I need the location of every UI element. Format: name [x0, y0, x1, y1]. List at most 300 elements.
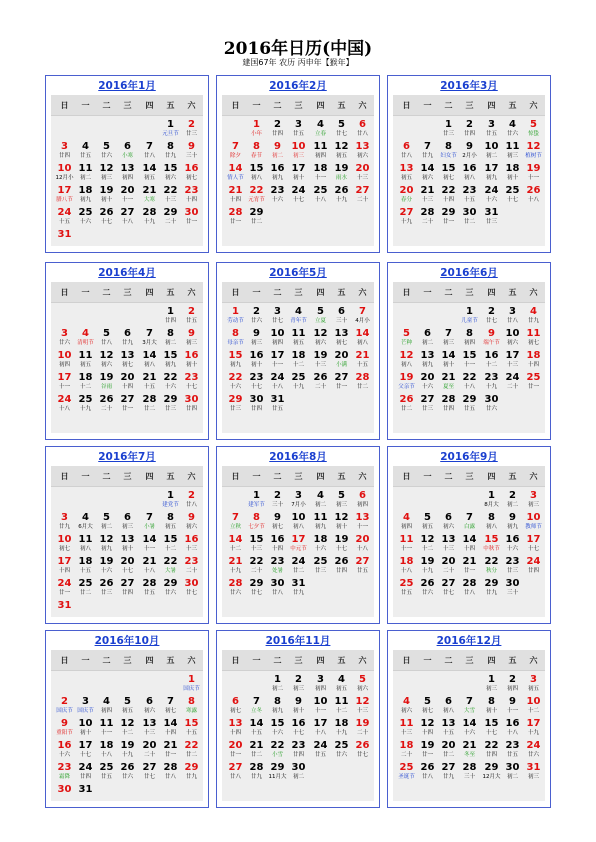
day-cell[interactable] [181, 141, 202, 163]
day-cell[interactable] [502, 556, 523, 578]
day-cell[interactable] [75, 762, 96, 784]
day-cell[interactable] [331, 372, 352, 394]
day-cell[interactable] [267, 534, 288, 556]
day-cell[interactable] [288, 163, 309, 185]
day-cell[interactable] [75, 696, 96, 718]
day-cell[interactable] [352, 740, 373, 762]
day-cell[interactable] [160, 512, 181, 534]
day-cell[interactable] [139, 512, 160, 534]
day-cell[interactable] [117, 762, 138, 784]
day-cell[interactable] [459, 534, 480, 556]
day-cell[interactable] [181, 328, 202, 350]
day-cell[interactable] [267, 740, 288, 762]
day-cell[interactable] [310, 306, 331, 328]
day-cell[interactable] [54, 556, 75, 578]
day-cell[interactable] [288, 556, 309, 578]
day-cell[interactable] [160, 185, 181, 207]
day-cell[interactable] [288, 328, 309, 350]
day-cell[interactable] [75, 185, 96, 207]
day-cell[interactable] [502, 696, 523, 718]
month-title-link[interactable]: 2016年6月 [440, 267, 498, 279]
day-cell[interactable] [352, 141, 373, 163]
day-cell[interactable] [352, 328, 373, 350]
day-cell[interactable] [459, 578, 480, 600]
day-cell[interactable] [267, 394, 288, 416]
day-cell[interactable] [331, 556, 352, 578]
day-cell[interactable] [181, 740, 202, 762]
day-cell[interactable] [481, 674, 502, 696]
day-cell[interactable] [310, 534, 331, 556]
day-cell[interactable] [117, 350, 138, 372]
day-cell[interactable] [523, 696, 544, 718]
day-cell[interactable] [225, 372, 246, 394]
day-cell[interactable] [267, 762, 288, 784]
day-cell[interactable] [246, 350, 267, 372]
day-cell[interactable] [481, 207, 502, 229]
day-cell[interactable] [225, 534, 246, 556]
day-cell[interactable] [352, 696, 373, 718]
day-cell[interactable] [523, 762, 544, 784]
day-cell[interactable] [502, 718, 523, 740]
day-cell[interactable] [523, 163, 544, 185]
day-cell[interactable] [96, 163, 117, 185]
day-cell[interactable] [160, 556, 181, 578]
day-cell[interactable] [352, 490, 373, 512]
day-cell[interactable] [310, 556, 331, 578]
day-cell[interactable] [54, 784, 75, 806]
day-cell[interactable] [438, 556, 459, 578]
day-cell[interactable] [267, 185, 288, 207]
day-cell[interactable] [502, 306, 523, 328]
day-cell[interactable] [54, 372, 75, 394]
day-cell[interactable] [481, 372, 502, 394]
day-cell[interactable] [225, 556, 246, 578]
day-cell[interactable] [54, 762, 75, 784]
day-cell[interactable] [459, 556, 480, 578]
day-cell[interactable] [267, 490, 288, 512]
day-cell[interactable] [246, 534, 267, 556]
day-cell[interactable] [481, 185, 502, 207]
day-cell[interactable] [523, 185, 544, 207]
day-cell[interactable] [502, 350, 523, 372]
day-cell[interactable] [181, 119, 202, 141]
day-cell[interactable] [75, 718, 96, 740]
day-cell[interactable] [54, 740, 75, 762]
day-cell[interactable] [310, 372, 331, 394]
day-cell[interactable] [288, 185, 309, 207]
day-cell[interactable] [75, 328, 96, 350]
day-cell[interactable] [396, 185, 417, 207]
day-cell[interactable] [117, 718, 138, 740]
day-cell[interactable] [523, 306, 544, 328]
day-cell[interactable] [139, 372, 160, 394]
day-cell[interactable] [502, 141, 523, 163]
day-cell[interactable] [117, 185, 138, 207]
day-cell[interactable] [246, 740, 267, 762]
day-cell[interactable] [160, 207, 181, 229]
day-cell[interactable] [331, 306, 352, 328]
day-cell[interactable] [160, 141, 181, 163]
day-cell[interactable] [481, 350, 502, 372]
day-cell[interactable] [54, 696, 75, 718]
day-cell[interactable] [459, 119, 480, 141]
day-cell[interactable] [139, 718, 160, 740]
day-cell[interactable] [288, 119, 309, 141]
day-cell[interactable] [117, 696, 138, 718]
day-cell[interactable] [54, 350, 75, 372]
day-cell[interactable] [310, 163, 331, 185]
day-cell[interactable] [225, 328, 246, 350]
day-cell[interactable] [417, 141, 438, 163]
day-cell[interactable] [117, 556, 138, 578]
day-cell[interactable] [181, 718, 202, 740]
day-cell[interactable] [96, 696, 117, 718]
day-cell[interactable] [160, 534, 181, 556]
day-cell[interactable] [310, 718, 331, 740]
day-cell[interactable] [352, 534, 373, 556]
day-cell[interactable] [331, 534, 352, 556]
day-cell[interactable] [225, 141, 246, 163]
day-cell[interactable] [417, 328, 438, 350]
day-cell[interactable] [352, 372, 373, 394]
day-cell[interactable] [396, 718, 417, 740]
day-cell[interactable] [267, 696, 288, 718]
day-cell[interactable] [160, 328, 181, 350]
day-cell[interactable] [396, 328, 417, 350]
day-cell[interactable] [181, 490, 202, 512]
day-cell[interactable] [96, 578, 117, 600]
day-cell[interactable] [160, 740, 181, 762]
day-cell[interactable] [459, 512, 480, 534]
day-cell[interactable] [96, 556, 117, 578]
day-cell[interactable] [117, 512, 138, 534]
day-cell[interactable] [288, 350, 309, 372]
day-cell[interactable] [438, 718, 459, 740]
day-cell[interactable] [310, 119, 331, 141]
day-cell[interactable] [310, 512, 331, 534]
day-cell[interactable] [459, 696, 480, 718]
day-cell[interactable] [523, 141, 544, 163]
day-cell[interactable] [352, 185, 373, 207]
day-cell[interactable] [502, 534, 523, 556]
day-cell[interactable] [459, 306, 480, 328]
day-cell[interactable] [396, 740, 417, 762]
day-cell[interactable] [267, 163, 288, 185]
day-cell[interactable] [139, 328, 160, 350]
day-cell[interactable] [352, 306, 373, 328]
day-cell[interactable] [181, 674, 202, 696]
day-cell[interactable] [502, 163, 523, 185]
day-cell[interactable] [417, 696, 438, 718]
day-cell[interactable] [352, 350, 373, 372]
day-cell[interactable] [417, 207, 438, 229]
day-cell[interactable] [181, 306, 202, 328]
day-cell[interactable] [331, 740, 352, 762]
day-cell[interactable] [396, 578, 417, 600]
day-cell[interactable] [160, 350, 181, 372]
day-cell[interactable] [225, 762, 246, 784]
day-cell[interactable] [481, 762, 502, 784]
day-cell[interactable] [96, 207, 117, 229]
day-cell[interactable] [502, 512, 523, 534]
day-cell[interactable] [417, 163, 438, 185]
day-cell[interactable] [438, 512, 459, 534]
day-cell[interactable] [246, 372, 267, 394]
day-cell[interactable] [160, 578, 181, 600]
day-cell[interactable] [54, 534, 75, 556]
day-cell[interactable] [54, 229, 75, 251]
day-cell[interactable] [288, 740, 309, 762]
day-cell[interactable] [523, 740, 544, 762]
day-cell[interactable] [246, 207, 267, 229]
day-cell[interactable] [331, 185, 352, 207]
day-cell[interactable] [396, 207, 417, 229]
day-cell[interactable] [502, 578, 523, 600]
day-cell[interactable] [310, 350, 331, 372]
day-cell[interactable] [225, 163, 246, 185]
day-cell[interactable] [225, 718, 246, 740]
day-cell[interactable] [160, 372, 181, 394]
day-cell[interactable] [288, 762, 309, 784]
day-cell[interactable] [96, 141, 117, 163]
day-cell[interactable] [288, 696, 309, 718]
day-cell[interactable] [438, 578, 459, 600]
day-cell[interactable] [396, 163, 417, 185]
day-cell[interactable] [459, 718, 480, 740]
day-cell[interactable] [139, 534, 160, 556]
day-cell[interactable] [438, 372, 459, 394]
day-cell[interactable] [181, 556, 202, 578]
day-cell[interactable] [502, 762, 523, 784]
day-cell[interactable] [160, 696, 181, 718]
day-cell[interactable] [75, 372, 96, 394]
day-cell[interactable] [160, 718, 181, 740]
day-cell[interactable] [117, 207, 138, 229]
day-cell[interactable] [481, 718, 502, 740]
day-cell[interactable] [267, 306, 288, 328]
day-cell[interactable] [288, 306, 309, 328]
day-cell[interactable] [502, 740, 523, 762]
day-cell[interactable] [96, 350, 117, 372]
day-cell[interactable] [267, 718, 288, 740]
month-title-link[interactable]: 2016年5月 [269, 267, 327, 279]
day-cell[interactable] [54, 141, 75, 163]
month-title-link[interactable]: 2016年2月 [269, 80, 327, 92]
day-cell[interactable] [117, 372, 138, 394]
day-cell[interactable] [502, 674, 523, 696]
day-cell[interactable] [310, 185, 331, 207]
day-cell[interactable] [523, 556, 544, 578]
day-cell[interactable] [523, 328, 544, 350]
day-cell[interactable] [396, 141, 417, 163]
day-cell[interactable] [481, 394, 502, 416]
day-cell[interactable] [417, 394, 438, 416]
day-cell[interactable] [246, 328, 267, 350]
day-cell[interactable] [481, 696, 502, 718]
day-cell[interactable] [75, 578, 96, 600]
day-cell[interactable] [225, 207, 246, 229]
day-cell[interactable] [352, 512, 373, 534]
day-cell[interactable] [139, 696, 160, 718]
day-cell[interactable] [96, 534, 117, 556]
day-cell[interactable] [331, 718, 352, 740]
day-cell[interactable] [160, 762, 181, 784]
day-cell[interactable] [246, 141, 267, 163]
day-cell[interactable] [459, 740, 480, 762]
day-cell[interactable] [438, 762, 459, 784]
day-cell[interactable] [246, 512, 267, 534]
day-cell[interactable] [417, 578, 438, 600]
day-cell[interactable] [310, 328, 331, 350]
day-cell[interactable] [54, 718, 75, 740]
day-cell[interactable] [267, 512, 288, 534]
day-cell[interactable] [396, 556, 417, 578]
day-cell[interactable] [288, 512, 309, 534]
day-cell[interactable] [54, 600, 75, 622]
day-cell[interactable] [75, 512, 96, 534]
day-cell[interactable] [288, 578, 309, 600]
day-cell[interactable] [417, 762, 438, 784]
day-cell[interactable] [267, 328, 288, 350]
day-cell[interactable] [54, 185, 75, 207]
day-cell[interactable] [438, 394, 459, 416]
day-cell[interactable] [331, 119, 352, 141]
day-cell[interactable] [502, 185, 523, 207]
day-cell[interactable] [96, 718, 117, 740]
day-cell[interactable] [225, 306, 246, 328]
day-cell[interactable] [225, 185, 246, 207]
day-cell[interactable] [438, 163, 459, 185]
day-cell[interactable] [417, 512, 438, 534]
day-cell[interactable] [396, 762, 417, 784]
day-cell[interactable] [75, 207, 96, 229]
day-cell[interactable] [246, 578, 267, 600]
day-cell[interactable] [181, 372, 202, 394]
day-cell[interactable] [288, 372, 309, 394]
day-cell[interactable] [396, 372, 417, 394]
day-cell[interactable] [396, 534, 417, 556]
day-cell[interactable] [331, 490, 352, 512]
day-cell[interactable] [181, 696, 202, 718]
day-cell[interactable] [288, 534, 309, 556]
day-cell[interactable] [75, 141, 96, 163]
day-cell[interactable] [523, 534, 544, 556]
day-cell[interactable] [523, 718, 544, 740]
day-cell[interactable] [459, 141, 480, 163]
day-cell[interactable] [139, 762, 160, 784]
day-cell[interactable] [310, 696, 331, 718]
day-cell[interactable] [54, 512, 75, 534]
day-cell[interactable] [459, 394, 480, 416]
month-title-link[interactable]: 2016年11月 [265, 635, 331, 647]
day-cell[interactable] [96, 185, 117, 207]
day-cell[interactable] [267, 119, 288, 141]
day-cell[interactable] [246, 718, 267, 740]
day-cell[interactable] [246, 306, 267, 328]
day-cell[interactable] [417, 350, 438, 372]
month-title-link[interactable]: 2016年8月 [269, 451, 327, 463]
day-cell[interactable] [459, 762, 480, 784]
day-cell[interactable] [438, 207, 459, 229]
day-cell[interactable] [225, 394, 246, 416]
day-cell[interactable] [331, 512, 352, 534]
day-cell[interactable] [160, 119, 181, 141]
day-cell[interactable] [96, 328, 117, 350]
day-cell[interactable] [438, 740, 459, 762]
day-cell[interactable] [459, 328, 480, 350]
month-title-link[interactable]: 2016年10月 [94, 635, 160, 647]
day-cell[interactable] [181, 578, 202, 600]
day-cell[interactable] [54, 163, 75, 185]
day-cell[interactable] [225, 696, 246, 718]
day-cell[interactable] [396, 350, 417, 372]
day-cell[interactable] [310, 740, 331, 762]
day-cell[interactable] [396, 512, 417, 534]
day-cell[interactable] [417, 718, 438, 740]
day-cell[interactable] [96, 372, 117, 394]
day-cell[interactable] [438, 534, 459, 556]
day-cell[interactable] [331, 163, 352, 185]
day-cell[interactable] [502, 372, 523, 394]
day-cell[interactable] [139, 394, 160, 416]
month-title-link[interactable]: 2016年7月 [98, 451, 156, 463]
day-cell[interactable] [523, 512, 544, 534]
day-cell[interactable] [481, 578, 502, 600]
day-cell[interactable] [54, 328, 75, 350]
day-cell[interactable] [396, 696, 417, 718]
day-cell[interactable] [481, 328, 502, 350]
day-cell[interactable] [160, 490, 181, 512]
day-cell[interactable] [523, 372, 544, 394]
day-cell[interactable] [160, 306, 181, 328]
day-cell[interactable] [523, 119, 544, 141]
day-cell[interactable] [481, 163, 502, 185]
day-cell[interactable] [117, 394, 138, 416]
day-cell[interactable] [459, 185, 480, 207]
day-cell[interactable] [267, 350, 288, 372]
day-cell[interactable] [459, 350, 480, 372]
day-cell[interactable] [139, 185, 160, 207]
day-cell[interactable] [117, 328, 138, 350]
day-cell[interactable] [396, 394, 417, 416]
day-cell[interactable] [481, 512, 502, 534]
day-cell[interactable] [246, 696, 267, 718]
day-cell[interactable] [96, 394, 117, 416]
day-cell[interactable] [523, 674, 544, 696]
day-cell[interactable] [75, 350, 96, 372]
day-cell[interactable] [481, 141, 502, 163]
day-cell[interactable] [181, 394, 202, 416]
day-cell[interactable] [331, 696, 352, 718]
day-cell[interactable] [438, 119, 459, 141]
day-cell[interactable] [75, 740, 96, 762]
month-title-link[interactable]: 2016年4月 [98, 267, 156, 279]
day-cell[interactable] [117, 534, 138, 556]
month-title-link[interactable]: 2016年3月 [440, 80, 498, 92]
day-cell[interactable] [139, 141, 160, 163]
day-cell[interactable] [481, 490, 502, 512]
day-cell[interactable] [246, 119, 267, 141]
day-cell[interactable] [417, 185, 438, 207]
day-cell[interactable] [481, 556, 502, 578]
day-cell[interactable] [75, 534, 96, 556]
day-cell[interactable] [246, 762, 267, 784]
day-cell[interactable] [139, 207, 160, 229]
day-cell[interactable] [417, 372, 438, 394]
day-cell[interactable] [75, 394, 96, 416]
day-cell[interactable] [75, 784, 96, 806]
day-cell[interactable] [139, 350, 160, 372]
